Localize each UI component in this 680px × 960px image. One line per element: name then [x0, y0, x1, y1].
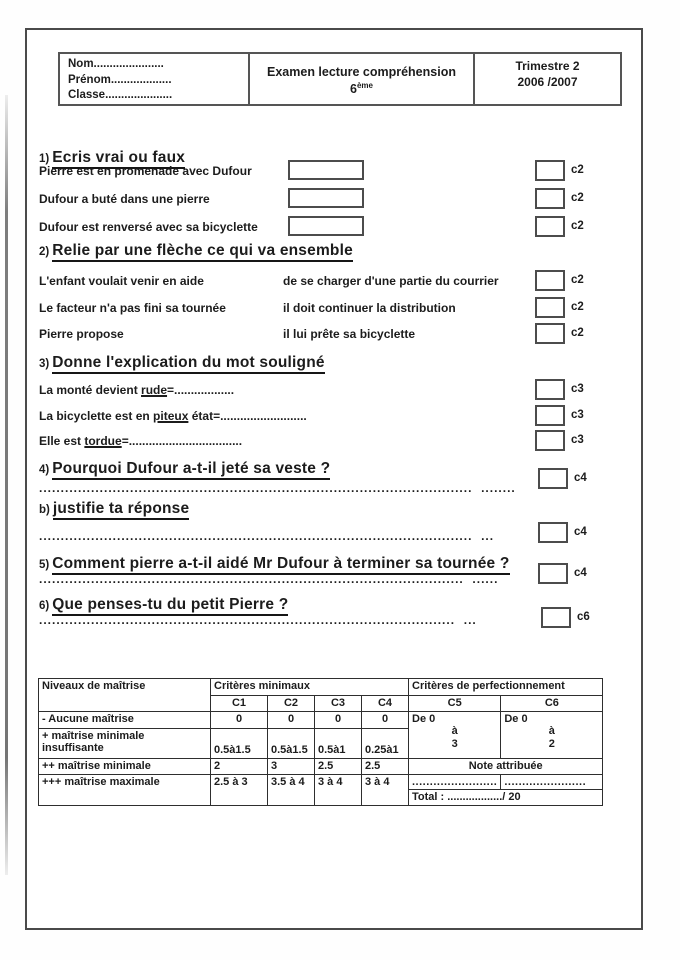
statement: Dufour a buté dans une pierre [39, 192, 210, 206]
q2-title: Relie par une flèche ce qui va ensemble [52, 242, 353, 262]
criterion-code: c6 [577, 611, 590, 623]
col-c3: C3 [315, 696, 362, 712]
col-c5: C5 [409, 696, 501, 712]
note-c5-field[interactable]: ........................ [409, 774, 501, 790]
exam-grade: 6ème [350, 80, 373, 97]
definition-line: La monté devient rude=.................. [39, 383, 235, 397]
evaluation-table [38, 678, 603, 806]
criterion-code: c2 [571, 301, 584, 313]
answer-line[interactable]: .................................................................................................... ... [39, 529, 495, 543]
criterion-code: c3 [571, 409, 584, 421]
grade-superscript: ème [356, 80, 373, 90]
table-cell: 0 [211, 711, 268, 728]
exam-header-box [58, 52, 622, 106]
note-attribuee-label: Note attribuée [409, 758, 603, 774]
match-left: Pierre propose [39, 327, 124, 341]
statement: Dufour est renversé avec sa bicyclette [39, 220, 258, 234]
score-box[interactable] [535, 430, 565, 451]
q2-row-1 [39, 270, 631, 294]
q4-title: Pourquoi Dufour a-t-il jeté sa veste ? [52, 460, 330, 480]
table-cell: 3 à 4 [315, 774, 362, 805]
q1-number: 1) [39, 153, 50, 165]
q6-title: Que penses-tu du petit Pierre ? [52, 596, 288, 616]
table-cell: 2.5 [362, 758, 409, 774]
school-year-label: 2006 /2007 [517, 75, 578, 90]
table-cell: 0.5à1.5 [268, 728, 315, 758]
criterion-code: c2 [571, 327, 584, 339]
col-c6: C6 [501, 696, 603, 712]
question-4b [39, 500, 631, 548]
q5-heading [39, 555, 510, 573]
question-5 [39, 555, 631, 591]
table-cell: 3.5 à 4 [268, 774, 315, 805]
score-box[interactable] [535, 297, 565, 318]
question-6 [39, 596, 631, 632]
q6-number: 6) [39, 600, 50, 612]
q3-row-3 [39, 430, 631, 454]
table-cell: 0 [268, 711, 315, 728]
col-c1: C1 [211, 696, 268, 712]
note-c6-field[interactable]: ....................... [501, 774, 603, 790]
score-box[interactable] [538, 522, 568, 543]
level-label: ++ maîtrise minimale [39, 758, 211, 774]
q1-row-3 [39, 216, 631, 240]
score-box[interactable] [538, 468, 568, 489]
q3-row-2 [39, 405, 631, 429]
definition-line: La bicyclette est en piteux état=.......................... [39, 409, 307, 423]
exam-title-cell [250, 54, 475, 104]
criterion-code: c4 [574, 472, 587, 484]
c6-range-cell: De 0 à 2 [501, 711, 603, 758]
q4-number: 4) [39, 464, 50, 476]
total-field[interactable]: Total : ................../ 20 [409, 790, 603, 806]
q2-row-3 [39, 323, 631, 347]
class-field[interactable]: Classe..................... [68, 89, 173, 102]
answer-line[interactable]: .................................................................................................... ........ [39, 481, 516, 495]
table-cell: 0 [362, 711, 409, 728]
match-right: il doit continuer la distribution [283, 301, 456, 315]
level-label: +++ maîtrise maximale [39, 774, 211, 805]
q4b-number: b) [39, 504, 50, 516]
score-box[interactable] [535, 270, 565, 291]
true-false-answer-box[interactable] [288, 160, 364, 180]
q2-number: 2) [39, 246, 50, 258]
q1-row-2 [39, 188, 631, 212]
score-box[interactable] [538, 563, 568, 584]
score-box[interactable] [535, 188, 565, 209]
criterion-code: c2 [571, 164, 584, 176]
q3-title: Donne l'explication du mot souligné [52, 354, 324, 374]
true-false-answer-box[interactable] [288, 216, 364, 236]
trimester-label: Trimestre 2 [515, 59, 580, 73]
criterion-code: c2 [571, 192, 584, 204]
answer-line[interactable]: .................................................................................................. ...... [39, 572, 499, 586]
criterion-code: c2 [571, 274, 584, 286]
q6-heading [39, 596, 288, 614]
score-box[interactable] [535, 160, 565, 181]
q2-row-2 [39, 297, 631, 321]
score-box[interactable] [535, 216, 565, 237]
col-c4: C4 [362, 696, 409, 712]
match-right: de se charger d'une partie du courrier [283, 274, 499, 288]
table-cell: 3 [268, 758, 315, 774]
score-box[interactable] [535, 379, 565, 400]
exam-sheet [25, 28, 643, 930]
question-4 [39, 460, 631, 504]
c5-range-cell: De 0 à 3 [409, 711, 501, 758]
underlined-word: tordue [84, 434, 122, 448]
table-cell: 2.5 à 3 [211, 774, 268, 805]
table-cell: 3 à 4 [362, 774, 409, 805]
score-box[interactable] [535, 405, 565, 426]
q5-number: 5) [39, 559, 50, 571]
q3-number: 3) [39, 358, 50, 370]
scan-edge-artifact [5, 95, 8, 875]
table-cell: 2 [211, 758, 268, 774]
criteria-min-header: Critères minimaux [211, 679, 409, 696]
definition-line: Elle est tordue=.................................. [39, 434, 243, 448]
q4b-heading [39, 500, 189, 518]
student-info-cell [60, 54, 250, 104]
col-c2: C2 [268, 696, 315, 712]
criterion-code: c4 [574, 526, 587, 538]
answer-line[interactable]: ................................................................................................ ... [39, 613, 477, 627]
q1-row-1 [39, 160, 631, 184]
table-cell: 0 [315, 711, 362, 728]
level-label: - Aucune maîtrise [39, 711, 211, 728]
q5-title: Comment pierre a-t-il aidé Mr Dufour à terminer sa tournée ? [52, 555, 509, 575]
match-left: L'enfant voulait venir en aide [39, 274, 204, 288]
name-field[interactable]: Nom...................... [68, 58, 164, 70]
q4b-title: justifie ta réponse [53, 500, 189, 520]
q1-title: Ecris vrai ou faux [52, 149, 185, 169]
score-box[interactable] [535, 323, 565, 344]
true-false-answer-box[interactable] [288, 188, 364, 208]
score-box[interactable] [541, 607, 571, 628]
q3-row-1 [39, 379, 631, 403]
table-cell: 0.5à1 [315, 728, 362, 758]
criterion-code: c3 [571, 383, 584, 395]
table-cell: 0.5à1.5 [211, 728, 268, 758]
q4-heading [39, 460, 330, 478]
criterion-code: c3 [571, 434, 584, 446]
level-label: + maîtrise minimale insuffisante [39, 728, 211, 758]
term-info-cell [475, 54, 620, 104]
table-cell: 0.25à1 [362, 728, 409, 758]
match-right: il lui prête sa bicyclette [283, 327, 416, 341]
criterion-code: c2 [571, 220, 584, 232]
match-left: Le facteur n'a pas fini sa tournée [39, 301, 226, 315]
table-row-header: Niveaux de maîtrise [39, 679, 211, 712]
table-cell: 2.5 [315, 758, 362, 774]
statement: Pierre est en promenade avec Dufour [39, 164, 252, 178]
criteria-perf-header: Critères de perfectionnement [409, 679, 603, 696]
firstname-field[interactable]: Prénom................... [68, 73, 172, 86]
criterion-code: c4 [574, 567, 587, 579]
q2-heading [39, 242, 353, 260]
q3-heading [39, 354, 325, 372]
underlined-word: piteux [153, 409, 189, 423]
exam-title: Examen lecture compréhension [267, 65, 456, 79]
underlined-word: rude [141, 383, 168, 397]
